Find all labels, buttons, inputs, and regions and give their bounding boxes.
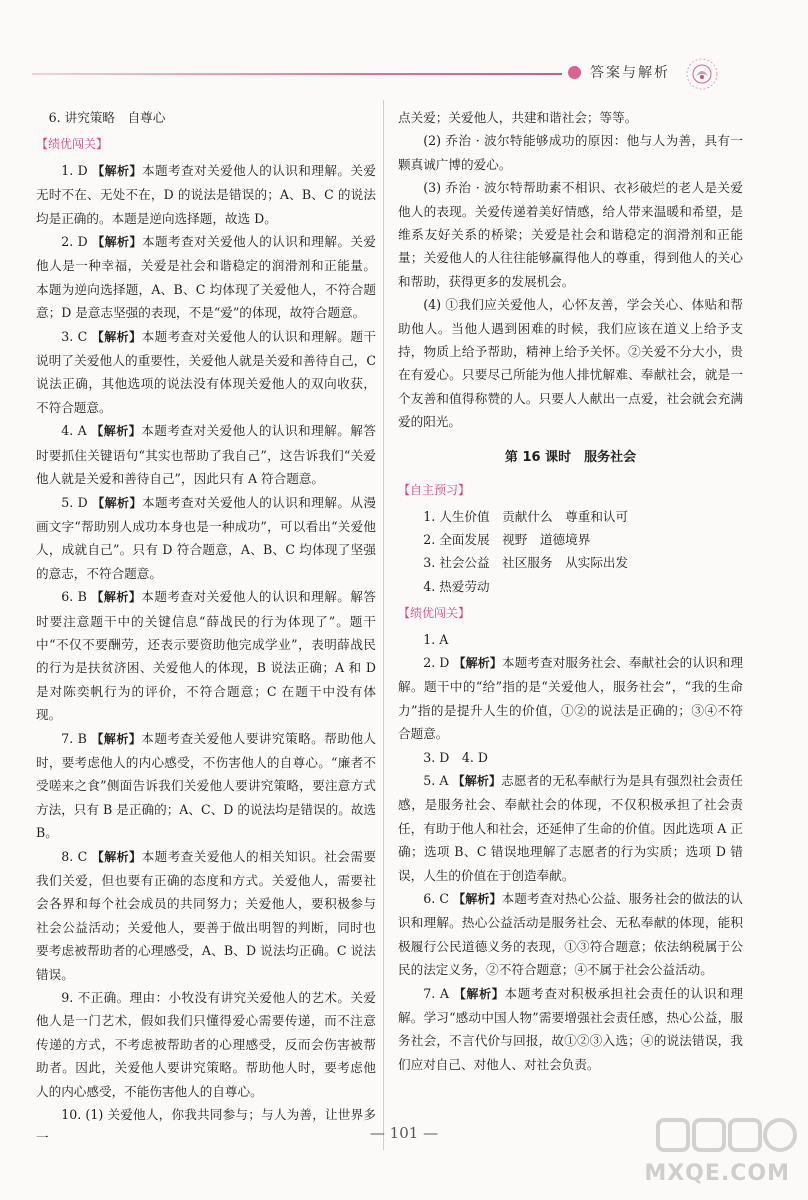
- answer-number: 8. C: [61, 848, 92, 864]
- answer-number: 5. D: [61, 494, 93, 510]
- answer-number: 3. C: [61, 328, 92, 344]
- analysis-label: 【解析】: [91, 731, 142, 746]
- answer-item: [36, 727, 376, 845]
- preview-item: 3. 社会公益 社区服务 从实际出发: [423, 555, 629, 571]
- preview-item: 2. 全面发展 视野 道德境界: [423, 531, 591, 547]
- answer-text: 本题考查关爱他人要讲究策略。帮助他人时，要考虑他人的内心感受，不伤害他人的自尊心。“廉者不受嗟来之食”侧面告诉我们关爱他人要讲究策略，要注意方式方法，只有 B 是正确的；A、C、D 的说法均是错误的。故选 B。: [36, 730, 376, 841]
- answer-text: 本题考查对关爱他人的认识和理解。题干说明了关爱他人的重要性，关爱他人就是关爱和善待自己，C 说法正确，其他选项的说法没有体现关爱他人的双向收获，不符合题意。: [36, 328, 376, 415]
- answer-item: [398, 769, 743, 887]
- header-title: 答案与解析: [590, 65, 670, 81]
- analysis-label: 【解析】: [453, 986, 505, 1001]
- answer-text: 本题考查对服务社会、奉献社会的认识和理解。题干中的“给”指的是“关爱他人，服务社会”，“我的生命力”指的是提升人生的价值，①②的说法是正确的；③④不符合题意。: [398, 654, 743, 742]
- section-tag: 【自主预习】: [398, 483, 471, 498]
- answer-number: 2. D: [61, 234, 93, 250]
- answer-item: [398, 982, 743, 1077]
- answer-item: (4) ①我们应关爱他人，心怀友善，学会关心、体贴和帮助他人。当他人遇到困难的时候，我们应该在道义上给予支持，物质上给予帮助，精神上给予关怀。②关爱不分大小，贵在有爱心。只要尽己所能为他人排忧解难、奉献社会，就是一个友善和值得称赞的人。只要人人献出一点爱，社会就会充满爱的阳光。: [398, 297, 743, 430]
- answer-text: 本题考查对关爱他人的认识和理解。关爱无时不在、无处不在，D 的说法是错误的；A、B、C 的说法均是正确的。本题是逆向选择题，故选 D。: [36, 162, 377, 226]
- answer-text: 本题考查对热心公益、服务社会的做法的认识和理解。热心公益活动是服务社会、无私奉献的体现，能积极履行公民道德义务的表现，①③符合题意；依法纳税属于公民的法定义务，②不符合题意；④不属于社会公益活动。: [398, 891, 743, 978]
- answer-item: [36, 585, 376, 726]
- lesson-title: 第 16 课时 服务社会: [504, 449, 637, 465]
- answer-item: 9. 不正确。理由：小牧没有讲究关爱他人的艺术。关爱他人是一门艺术，假如我们只懂得爱心需要传递，而不注意传递的方式，不考虑被帮助者的心理感受，反而会伤害被帮助者。因此，关爱他人要讲究策略。帮助他人时，要考虑他人的内心感受，不能伤害他人的自尊心。: [36, 990, 376, 1099]
- answer-item: [36, 491, 376, 586]
- flower-logo-icon: [684, 56, 720, 92]
- answer-item: [36, 419, 376, 490]
- preview-item: 1. 人生价值 贡献什么 尊重和认可: [423, 508, 629, 524]
- answer-text: 本题考查对关爱他人的认识和理解。关爱他人是一种幸福，关爱是社会和谐稳定的润滑剂和正能量。本题为逆向选择题，A、B、C 均体现了关爱他人，不符合题意；D 是意志坚强的表现，不是“爱”的体现，故符合题意。: [36, 234, 377, 321]
- answer-text: 志愿者的无私奉献行为是具有强烈社会责任感，是服务社会、奉献社会的体现，不仅积极承担了社会责任，有助于他人和社会，还延伸了生命的价值。因此选项 A 正确；选项 B、C 错误地理解了志愿者的行为实质；选项 D 错误，人生的价值在于创造奉献。: [398, 772, 743, 883]
- preview-item: 4. 热爱劳动: [423, 578, 490, 594]
- analysis-label: 【解析】: [91, 849, 142, 864]
- answer-item: [36, 159, 376, 230]
- answer-text: 本题考查对积极承担社会责任的认识和理解。学习“感动中国人物”需要增强社会责任感，热心公益，服务社会，不言代价与回报，故①②③入选；④的说法错误，我们应对自己、对他人、对社会负责。: [398, 985, 743, 1072]
- section-tag: 【绩优闯关】: [398, 606, 471, 621]
- answer-number: 1. D: [61, 162, 93, 178]
- answer-item: [36, 845, 376, 986]
- answer-line: 6. 讲究策略 自尊心: [48, 110, 166, 125]
- analysis-label: 【解析】: [91, 590, 142, 605]
- header-dot: [568, 66, 581, 79]
- answer-number: 6. B: [61, 589, 92, 605]
- page-number: — 101 —: [369, 1124, 439, 1142]
- answer-text: 本题考查对关爱他人的认识和理解。从漫画文字“帮助别人成功本身也是一种成功”，可以看出“关爱他人，成就自己”。只有 D 符合题意，A、B、C 均体现了坚强的意志，不符合题意。: [36, 494, 377, 581]
- section-tag: 【绩优闯关】: [36, 137, 109, 152]
- analysis-label: 【解析】: [92, 163, 142, 178]
- watermark-domain: MXQE.COM: [644, 1161, 790, 1186]
- analysis-label: 【解析】: [453, 655, 502, 670]
- answer-number: 2. D: [423, 654, 454, 670]
- answer-text: 本题考查关爱他人的相关知识。社会需要我们关爱，但也要有正确的态度和方式。关爱他人，需要社会各界和每个社会成员的共同努力；关爱他人，要积极参与社会公益活动；关爱他人，要善于做出明智的判断，同时也要考虑被帮助者的心理感受，A、B、D 说法均正确。C 说法错误。: [36, 848, 376, 982]
- answer-item: (2) 乔治 · 波尔特能够成功的原因：他与人为善，具有一颗真诚广博的爱心。: [398, 133, 743, 172]
- answer-item: 3. D 4. D: [423, 749, 489, 765]
- answer-number: 5. A: [423, 772, 453, 788]
- header-rule: [32, 73, 562, 75]
- analysis-label: 【解析】: [91, 424, 142, 439]
- answer-item: 10. (1) 关爱他人，你我共同参与；与人为善，让世界多一: [36, 1107, 376, 1146]
- answer-item: [36, 325, 376, 420]
- column-divider: [383, 100, 384, 1150]
- analysis-label: 【解析】: [92, 235, 142, 250]
- answer-item: [36, 230, 376, 325]
- answer-text: 本题考查对关爱他人的认识和理解。解答时要注意题干中的关键信息“薛战民的行为体现了”。题干中“不仅不要酬劳，还表示要资助他完成学业”，表明薛战民的行为是扶贫济困、关爱他人的体现，B 说法正确；A 和 D 是对陈奕帆行为的评价，不符合题意；C 在题干中没有体现。: [36, 589, 376, 723]
- answer-number: 7. B: [61, 730, 92, 746]
- answer-text: 本题考查对关爱他人的认识和理解。解答时要抓住关键语句“其实也帮助了我自己”，这告诉我们“关爱他人就是关爱和善待自己”，因此只有 A 符合题意。: [36, 423, 376, 487]
- right-column: [398, 106, 743, 1076]
- answer-number: 6. C: [423, 891, 454, 906]
- left-column: [36, 106, 376, 1150]
- answer-number: 4. A: [61, 423, 92, 439]
- answer-item: 1. A: [423, 631, 449, 647]
- analysis-label: 【解析】: [452, 773, 502, 788]
- analysis-label: 【解析】: [91, 329, 142, 344]
- answer-line: 点关爱；关爱他人，共建和谐社会；等等。: [398, 110, 638, 125]
- answer-item: (3) 乔治 · 波尔特帮助素不相识、衣衫破烂的老人是关爱他人的表现。关爱传递着美好情感，给人带来温暖和希望，是维系友好关系的桥梁；关爱是社会和谐稳定的润滑剂和正能量；关爱他人的人往往能够赢得他人的尊重，得到他人的关心和帮助，获得更多的发展机会。: [398, 180, 743, 289]
- analysis-label: 【解析】: [92, 495, 142, 510]
- analysis-label: 【解析】: [453, 892, 502, 906]
- answer-item: [398, 651, 743, 746]
- answer-number: 7. A: [423, 985, 454, 1001]
- answer-item: [398, 887, 743, 982]
